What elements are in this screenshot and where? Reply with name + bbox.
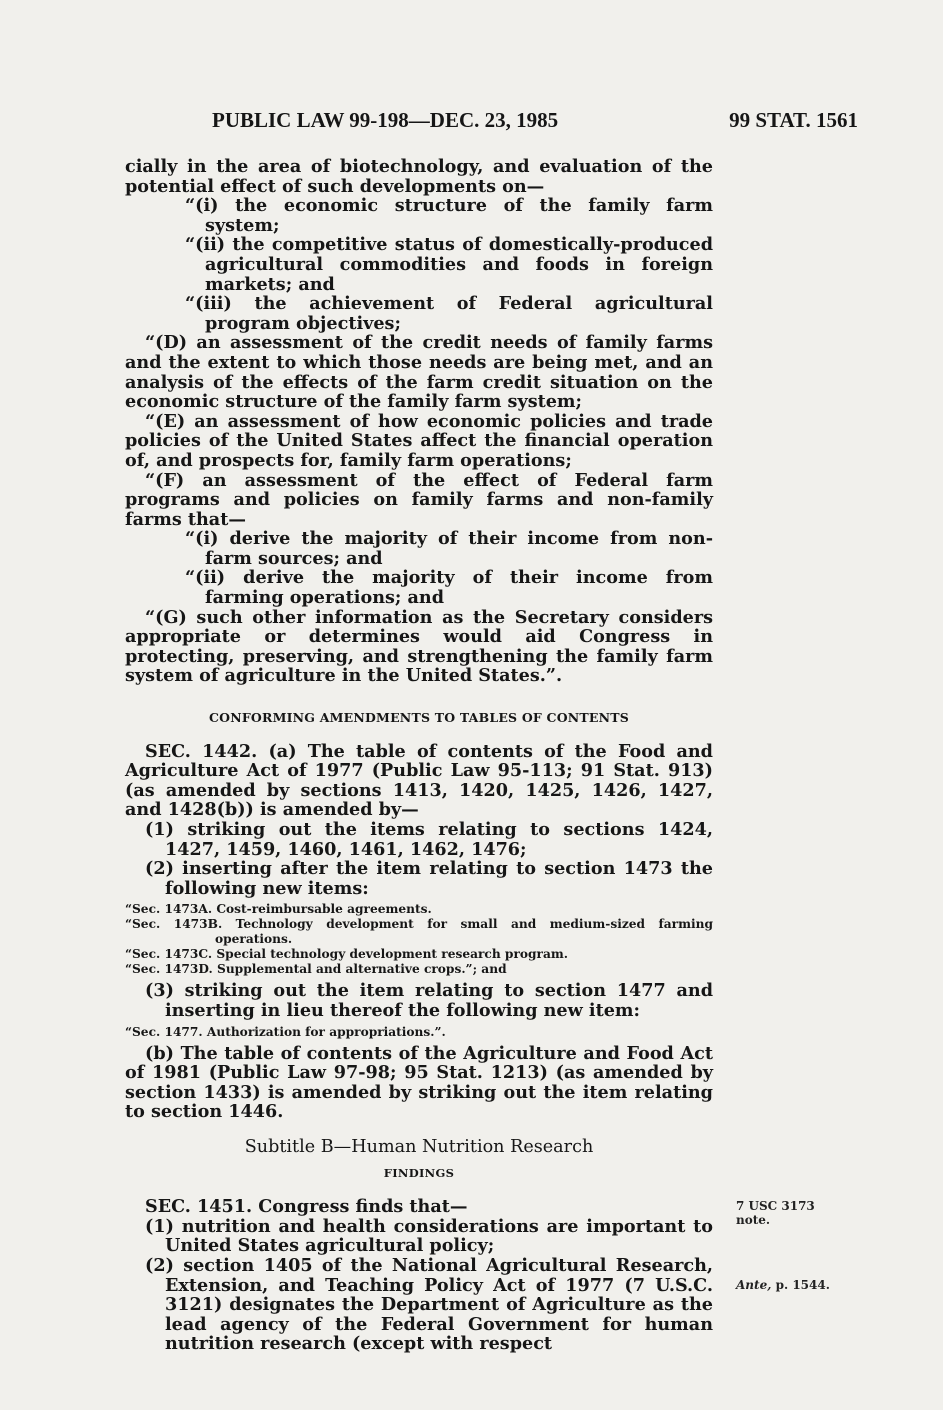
- sec-1451-intro: SEC. 1451. Congress finds that—: [145, 1196, 468, 1218]
- toc-entry-1477: “Sec. 1477. Authorization for appropriations.”.: [125, 1024, 446, 1039]
- conforming-amendments-heading: CONFORMING AMENDMENTS TO TABLES OF CONTENTS: [208, 710, 630, 726]
- header-stat-page: 99 STAT. 1561: [729, 108, 858, 132]
- subsection-paragraph: “(i) the economic structure of the family farm system;: [185, 195, 713, 236]
- sec-1442-item-1: (1) striking out the items relating to sections 1424, 1427, 1459, 1460, 1461, 1462, 1476;: [145, 819, 713, 860]
- margin-note-ante: [736, 1278, 830, 1292]
- subsection-paragraph: “(ii) derive the majority of their income from farming operations; and: [185, 567, 713, 609]
- subsection-paragraph: “(i) derive the majority of their income from non-farm sources; and: [185, 528, 713, 569]
- subsection-paragraph: cially in the area of biotechnology, and evaluation of the potential effect of such developments on—: [125, 156, 713, 197]
- toc-entry-1473a: “Sec. 1473A. Cost-reimbursable agreements.: [125, 902, 432, 917]
- toc-entry-1473d: “Sec. 1473D. Supplemental and alternative crops.”; and: [125, 962, 507, 977]
- body-text: [125, 157, 713, 1354]
- margin-note-usc-citation: 7 USC 3173: [736, 1199, 815, 1213]
- subsection-paragraph: “(F) an assessment of the effect of Federal farm programs and policies on family farms and non-family farms that—: [125, 469, 713, 530]
- margin-note-ante-label: Ante,: [736, 1278, 772, 1292]
- subsection-paragraph: “(ii) the competitive status of domestically-produced agricultural commodities and foods in foreign markets; and: [185, 234, 713, 295]
- toc-entry-1473b: “Sec. 1473B. Technology development for small and medium-sized farming operations.: [125, 917, 713, 947]
- sec-1442-item-3: (3) striking out the item relating to section 1477 and inserting in lieu thereof the following new item:: [145, 980, 713, 1021]
- sec-1442-b: (b) The table of contents of the Agriculture and Food Act of 1981 (Public Law 97-98; 95 Stat. 1213) (as amended by section 1433) is amended by striking out the item relating to section 1446.: [125, 1042, 713, 1123]
- sec-1451-item-2: (2) section 1405 of the National Agricultural Research, Extension, and Teaching Policy Act of 1977 (7 U.S.C. 3121) designates the Department of Agriculture as the lead agency of the Federal Government for human nutrition research (except with respect: [145, 1254, 713, 1355]
- sec-1442-a: SEC. 1442. (a) The table of contents of the Food and Agriculture Act of 1977 (Public Law 95-113; 91 Stat. 913) (as amended by sections 1413, 1420, 1425, 1426, 1427, and 1428(b)) is amended by—: [125, 740, 713, 821]
- sec-1442-item-2: (2) inserting after the item relating to section 1473 the following new items:: [145, 858, 713, 899]
- margin-note-ante-page: p. 1544.: [771, 1278, 830, 1292]
- subsection-paragraph: “(E) an assessment of how economic policies and trade policies of the United States affect the financial operation of, and prospects for, family farm operations;: [125, 410, 713, 471]
- subsection-paragraph: “(D) an assessment of the credit needs of family farms and the extent to which those needs are being met, and an analysis of the effects of the farm credit situation on the economic structure of the family farm system;: [125, 332, 713, 413]
- header-title: PUBLIC LAW 99-198—DEC. 23, 1985: [212, 108, 559, 132]
- margin-note-usc-note: note.: [736, 1213, 771, 1227]
- subsection-paragraph: “(G) such other information as the Secretary considers appropriate or determines would aid Congress in protecting, preserving, and strengthening the family farm system of agriculture in the United States.”.: [125, 606, 713, 687]
- toc-entry-1473c: “Sec. 1473C. Special technology development research program.: [125, 947, 568, 962]
- subsection-paragraph: “(iii) the achievement of Federal agricultural program objectives;: [185, 293, 713, 334]
- margin-note-usc: [736, 1199, 815, 1227]
- subtitle-heading: Subtitle B—Human Nutrition Research: [244, 1136, 594, 1157]
- sec-1451-item-1: (1) nutrition and health considerations are important to United States agricultural policy;: [145, 1215, 713, 1257]
- subsection-list: [125, 157, 713, 686]
- findings-heading: FINDINGS: [383, 1165, 455, 1180]
